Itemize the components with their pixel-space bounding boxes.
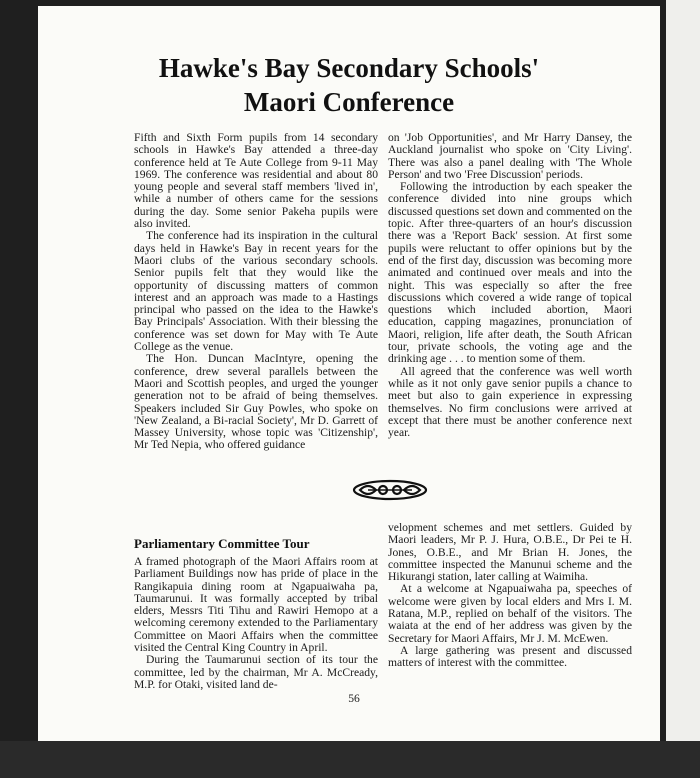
article-title-line-2: Maori Conference — [243, 87, 455, 117]
scan-shadow — [0, 741, 700, 778]
section-heading: Parliamentary Committee Tour — [134, 536, 310, 551]
article-title-line-1: Hawke's Bay Secondary Schools' — [158, 53, 540, 83]
adjacent-page-edge — [666, 0, 700, 778]
paragraph: on 'Job Opportunities', and Mr Harry Dansey, the Auckland journalist who spoke on 'City Living'. There was also a panel dealing with 'The Whole Person' and two 'Free Discussion' periods. — [388, 131, 632, 181]
paragraph: Following the introduction by each speaker the conference divided into nine groups which discussed questions set down and commented on the topic. After three-quarters of an hour's discussion there was a 'Report Back' session. At first some pupils were reluctant to offer opinions but by the end of the first day, discussion was becoming more animated and continued over meals and into the night. This was especially so after the free discussions which covered a wide range of topical questions which included abortion, Maori education, capping magazines, pronunciation of Maori, religion, life after death, the South African tour, private schools, the voting age and the drinking age . . . to mention some of them. — [388, 180, 632, 366]
article-column-right — [388, 132, 632, 439]
section-column-left — [134, 536, 378, 691]
document-page — [38, 6, 660, 741]
paragraph: All agreed that the conference was well worth while as it not only gave senior pupils a chance to meet but also to gain experience in expressing themselves. No firm conclusions were arrived at except that there must be another conference next year. — [388, 364, 632, 440]
section-column-right — [388, 522, 632, 670]
paragraph: velopment schemes and met settlers. Guided by Maori leaders, Mr P. J. Hura, O.B.E., Dr Pei te H. Jones, O.B.E., and Mr Brian H. Jones, the committee inspected the Manunui scheme and the Hikurangi station, later calling at Waimiha. — [388, 521, 632, 584]
decorative-ornament-icon — [350, 478, 430, 502]
article-column-left — [134, 132, 378, 452]
paragraph: The conference had its inspiration in the cultural days held in Hawke's Bay in recent years for the Maori clubs of the various secondary schools. Senior pupils felt that they would like the opportunity of discussing matters of common interest and an approach was made to a Hastings principal who passed on the idea to the Hawke's Bay Principals' Association. With their blessing the conference was set down for May with Te Aute College as the venue. — [134, 229, 378, 354]
paragraph: A framed photograph of the Maori Affairs room at Parliament Buildings now has pride of place in the Rangikapuia dining room at Ngapuaiwaha pa, Taumarunui. It was formally accepted by tribal elders, Messrs Titi Tihu and Rawiri Hemopo at a welcoming ceremony extended to the Parliamentary Committee on Maori Affairs when the committee visited the Central King Country in April. — [134, 555, 378, 655]
paragraph: At a welcome at Ngapuaiwaha pa, speeches of welcome were given by local elders and Mrs I. M. Ratana, M.P., replied on behalf of the visitors. The waiata at the end of her address was given by the Secretary for Maori Affairs, Mr J. M. McEwen. — [388, 582, 632, 645]
paragraph: During the Taumarunui section of its tour the committee, led by the chairman, Mr A. McCready, M.P. for Otaki, visited land de- — [134, 653, 378, 691]
page-number: 56 — [348, 692, 360, 705]
paragraph: Fifth and Sixth Form pupils from 14 secondary schools in Hawke's Bay attended a three-day conference held at Te Aute College from 9-11 May 1969. The conference was residential and about 80 young people and several staff members 'lived in', while a number of others came for the sessions during the day. Some senior Pakeha pupils were also invited. — [134, 131, 378, 231]
paragraph: A large gathering was present and discussed matters of interest with the committee. — [388, 643, 632, 670]
paragraph: The Hon. Duncan MacIntyre, opening the conference, drew several parallels between the Maori and Scottish peoples, and urged the younger generation not to be afraid of being themselves. Speakers included Sir Guy Powles, who spoke on 'New Zealand, a Bi-racial Society', Mr D. Garrett of Massey University, whose topic was 'Citizenship', Mr Ted Nepia, who offered guidance — [134, 352, 378, 452]
